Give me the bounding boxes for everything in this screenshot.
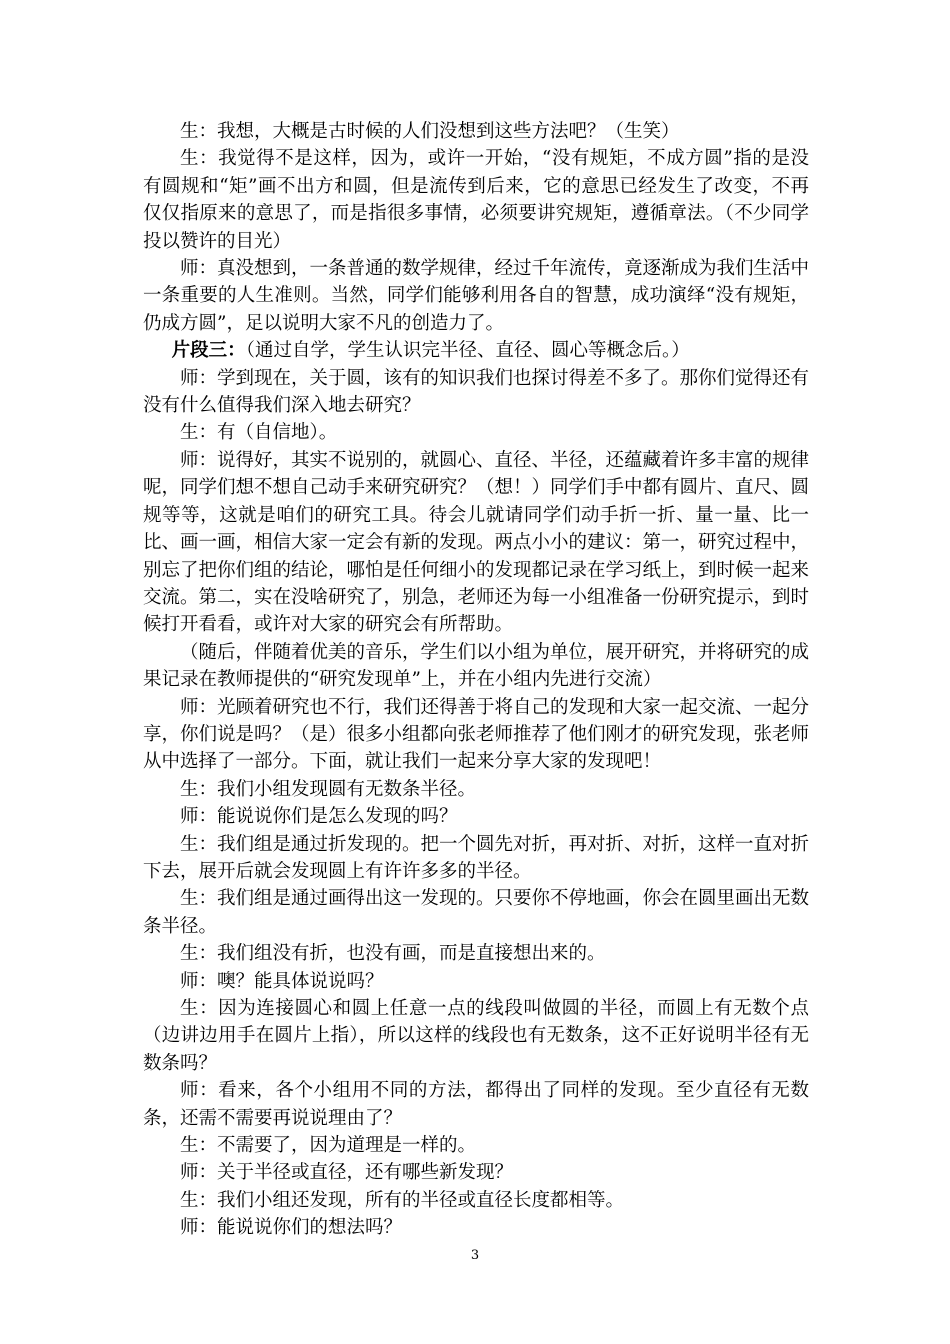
segment-heading-text: （通过自学，学生认识完半径、直径、圆心等概念后。） <box>245 340 690 362</box>
segment-heading <box>143 337 809 364</box>
paragraph: 生：我们小组发现圆有无数条半径。 <box>180 778 477 800</box>
paragraph: 生：我觉得不是这样，因为，或许一开始，“没有规矩，不成方圆”指的是没有圆规和“矩”画不出方和圆，但是流传到后来，它的意思已经发生了改变，不再仅仅指原来的意思了，而是指很多事情，必须要讲究规矩，遵循章法。（不少同学投以赞许的目光） <box>143 148 809 252</box>
paragraph: 师：光顾着研究也不行，我们还得善于将自己的发现和大家一起交流、一起分享，你们说是吗？（是）很多小组都向张老师推荐了他们刚才的研究发现，张老师从中选择了一部分。下面，就让我们一起来分享大家的发现吧！ <box>143 696 810 773</box>
paragraph: （随后，伴随着优美的音乐，学生们以小组为单位，展开研究，并将研究的成果记录在教师提供的“研究发现单”上，并在小组内先进行交流） <box>143 641 810 691</box>
paragraph: 师：真没想到，一条普通的数学规律，经过千年流传，竟逐渐成为我们生活中一条重要的人生准则。当然，同学们能够利用各自的智慧，成功演绎“没有规矩，仍成方圆”，足以说明大家不凡的创造力了。 <box>143 258 810 334</box>
paragraph: 生：我们组没有折，也没有画，而是直接想出来的。 <box>180 943 606 965</box>
paragraph: 师：学到现在，关于圆，该有的知识我们也探讨得差不多了。那你们觉得还有没有什么值得我们深入地去研究？ <box>143 367 810 417</box>
paragraph: 生：我们小组还发现，所有的半径或直径长度都相等。 <box>180 1189 625 1211</box>
document-body <box>143 118 809 1242</box>
segment-heading-label: 片段三： <box>171 340 246 362</box>
paragraph: 师：看来，各个小组用不同的方法，都得出了同样的发现。至少直径有无数条，还需不需要再说说理由了？ <box>143 1080 809 1129</box>
paragraph: 生：因为连接圆心和圆上任意一点的线段叫做圆的半径，而圆上有无数个点（边讲边用手在圆片上指），所以这样的线段也有无数条，这不正好说明半径有无数条吗？ <box>143 998 809 1074</box>
paragraph: 生：我想，大概是古时候的人们没想到这些方法吧？（生笑） <box>180 121 680 142</box>
paragraph: 生：不需要了，因为道理是一样的。 <box>180 1135 477 1157</box>
paragraph: 生：我们组是通过折发现的。把一个圆先对折，再对折、对折，这样一直对折下去，展开后就会发现圆上有许许多多的半径。 <box>143 833 810 882</box>
paragraph: 师：关于半径或直径，还有哪些新发现？ <box>180 1162 514 1184</box>
paragraph: 师：能说说你们的想法吗？ <box>180 1217 403 1239</box>
page-number: 3 <box>470 1248 480 1263</box>
paragraph: 师：能说说你们是怎么发现的吗？ <box>180 806 458 828</box>
paragraph: 生：我们组是通过画得出这一发现的。只要你不停地画，你会在圆里画出无数条半径。 <box>143 888 810 937</box>
paragraph: 师：说得好，其实不说别的，就圆心、直径、半径，还蕴藏着许多丰富的规律呢，同学们想不想自己动手来研究研究？（想！）同学们手中都有圆片、直尺、圆规等等，这就是咱们的研究工具。待会儿就请同学们动手折一折、量一量、比一比、画一画，相信大家一定会有新的发现。两点小小的建议：第一，研究过程中，别忘了把你们组的结论，哪怕是任何细小的发现都记录在学习纸上，到时候一起来交流。第二，实在没啥研究了，别急，老师还为每一小组准备一份研究提示，到时候打开看看，或许对大家的研究会有所帮助。 <box>143 449 810 636</box>
paragraph: 师：噢？能具体说说吗？ <box>180 970 384 992</box>
paragraph: 生：有（自信地）。 <box>180 422 338 444</box>
